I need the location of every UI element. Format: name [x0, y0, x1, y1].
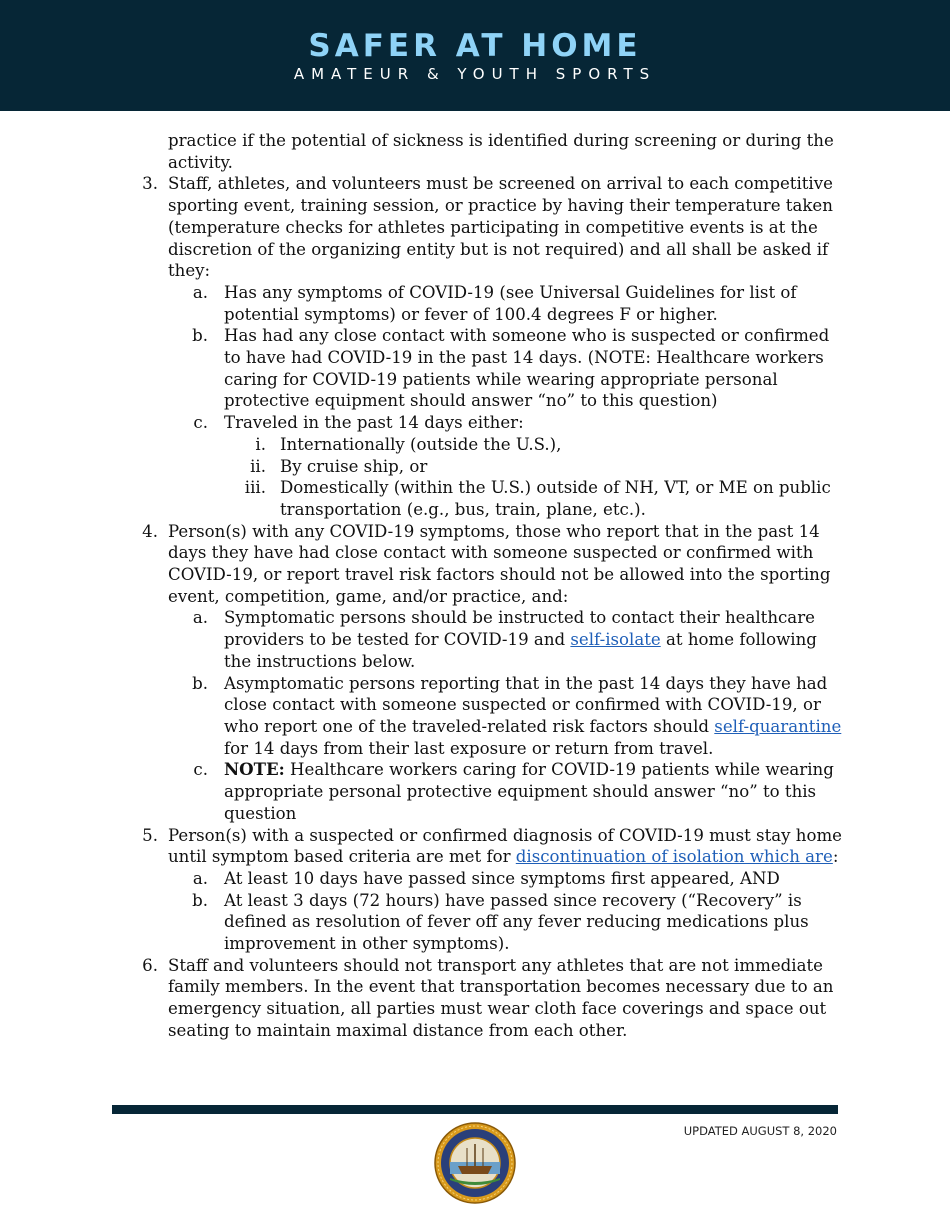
item-number: 3.	[142, 174, 158, 194]
state-seal-icon	[434, 1122, 516, 1204]
item-number: 5.	[142, 825, 158, 845]
item-letter: b.	[192, 673, 208, 693]
header-banner	[0, 0, 950, 111]
list-item-continuation	[0, 130, 950, 173]
item-letter: a.	[192, 608, 208, 628]
list-item-4c	[0, 759, 950, 824]
list-item-3b	[0, 325, 950, 412]
item-roman: iii.	[244, 478, 266, 498]
item-text: :	[832, 847, 839, 867]
item-text: At least 3 days (72 hours) have passed since recovery (“Recovery” is defined as resolution of fever off any fever reducing medications plus improvement in other symptoms).	[224, 890, 809, 954]
item-letter: a.	[192, 282, 208, 302]
note-label: NOTE:	[224, 759, 285, 780]
list-item-4a	[0, 607, 950, 672]
list-item-4	[0, 521, 950, 608]
self-quarantine-link[interactable]: self-quarantine	[714, 716, 842, 736]
item-text: practice if the potential of sickness is identified during screening or during the activity.	[168, 131, 834, 172]
item-letter: a.	[192, 868, 208, 888]
item-letter: b.	[192, 326, 208, 346]
item-roman: ii.	[250, 456, 266, 476]
item-letter: c.	[193, 760, 208, 780]
item-text: Symptomatic persons should be instructed to contact their healthcare providers to be tested for COVID-19 and	[224, 608, 815, 650]
document-body	[0, 130, 950, 1042]
list-item-5	[0, 825, 950, 868]
item-text: for 14 days from their last exposure or return from travel.	[224, 738, 714, 758]
list-item-3c	[0, 412, 950, 434]
discontinuation-of-isolation-link[interactable]: discontinuation of isolation which are	[515, 847, 833, 867]
item-text: Has any symptoms of COVID-19 (see Universal Guidelines for list of potential symptoms) or fever of 100.4 degrees F or higher.	[224, 282, 797, 324]
list-item-3c-ii	[0, 456, 950, 478]
page-title: SAFER AT HOME	[308, 28, 642, 64]
item-text: Staff, athletes, and volunteers must be screened on arrival to each competitive sporting event, training session, or practice by having their temperature taken (temperature checks for athletes participating in competitive events is at the discretion of the organizing entity but is not required) and all shall be asked if they:	[168, 174, 833, 281]
item-text: Traveled in the past 14 days either:	[224, 413, 524, 433]
item-text: Domestically (within the U.S.) outside of NH, VT, or ME on public transportation (e.g., bus, train, plane, etc.).	[280, 478, 831, 519]
list-item-3c-i	[0, 434, 950, 456]
item-text: Person(s) with a suspected or confirmed diagnosis of COVID-19 must stay home until symptom based criteria are met for	[168, 825, 843, 867]
item-text: At least 10 days have passed since symptoms first appeared, AND	[224, 868, 780, 888]
list-item-6	[0, 955, 950, 1042]
item-text: Asymptomatic persons reporting that in the past 14 days they have had close contact with someone suspected or confirmed with COVID-19, or who report one of the traveled-related risk factors should	[224, 673, 828, 736]
list-item-4b	[0, 673, 950, 760]
item-text: Person(s) with any COVID-19 symptoms, those who report that in the past 14 days they have had close contact with someone suspected or confirmed with COVID-19, or report travel risk factors should not be allowed into the sporting event, competition, game, and/or practice, and:	[168, 521, 831, 606]
item-letter: b.	[192, 890, 208, 910]
item-text: at home following the instructions below.	[224, 630, 817, 671]
list-item-3	[0, 173, 950, 282]
item-text: Internationally (outside the U.S.),	[280, 434, 562, 454]
list-item-5a	[0, 868, 950, 890]
updated-date: UPDATED AUGUST 8, 2020	[683, 1124, 837, 1138]
item-text: Healthcare workers caring for COVID-19 patients while wearing appropriate personal protective equipment should answer “no” to this question	[224, 760, 834, 823]
item-text: Staff and volunteers should not transport any athletes that are not immediate family members. In the event that transportation becomes necessary due to an emergency situation, all parties must wear cloth face coverings and space out seating to maintain maximal distance from each other.	[168, 955, 834, 1040]
item-roman: i.	[255, 434, 266, 454]
page-subtitle: AMATEUR & YOUTH SPORTS	[293, 65, 657, 83]
item-number: 6.	[142, 955, 158, 975]
list-item-5b	[0, 890, 950, 955]
self-isolate-link[interactable]: self-isolate	[570, 630, 661, 650]
item-text: By cruise ship, or	[280, 456, 428, 476]
item-number: 4.	[142, 521, 158, 541]
list-item-3a	[0, 282, 950, 325]
item-text: Has had any close contact with someone who is suspected or confirmed to have had COVID-19 in the past 14 days. (NOTE: Healthcare workers caring for COVID-19 patients while wearing appropriate personal protective equipment should answer “no” to this question)	[224, 326, 830, 411]
footer-divider	[112, 1105, 838, 1114]
item-letter: c.	[193, 413, 208, 433]
list-item-3c-iii	[0, 477, 950, 520]
